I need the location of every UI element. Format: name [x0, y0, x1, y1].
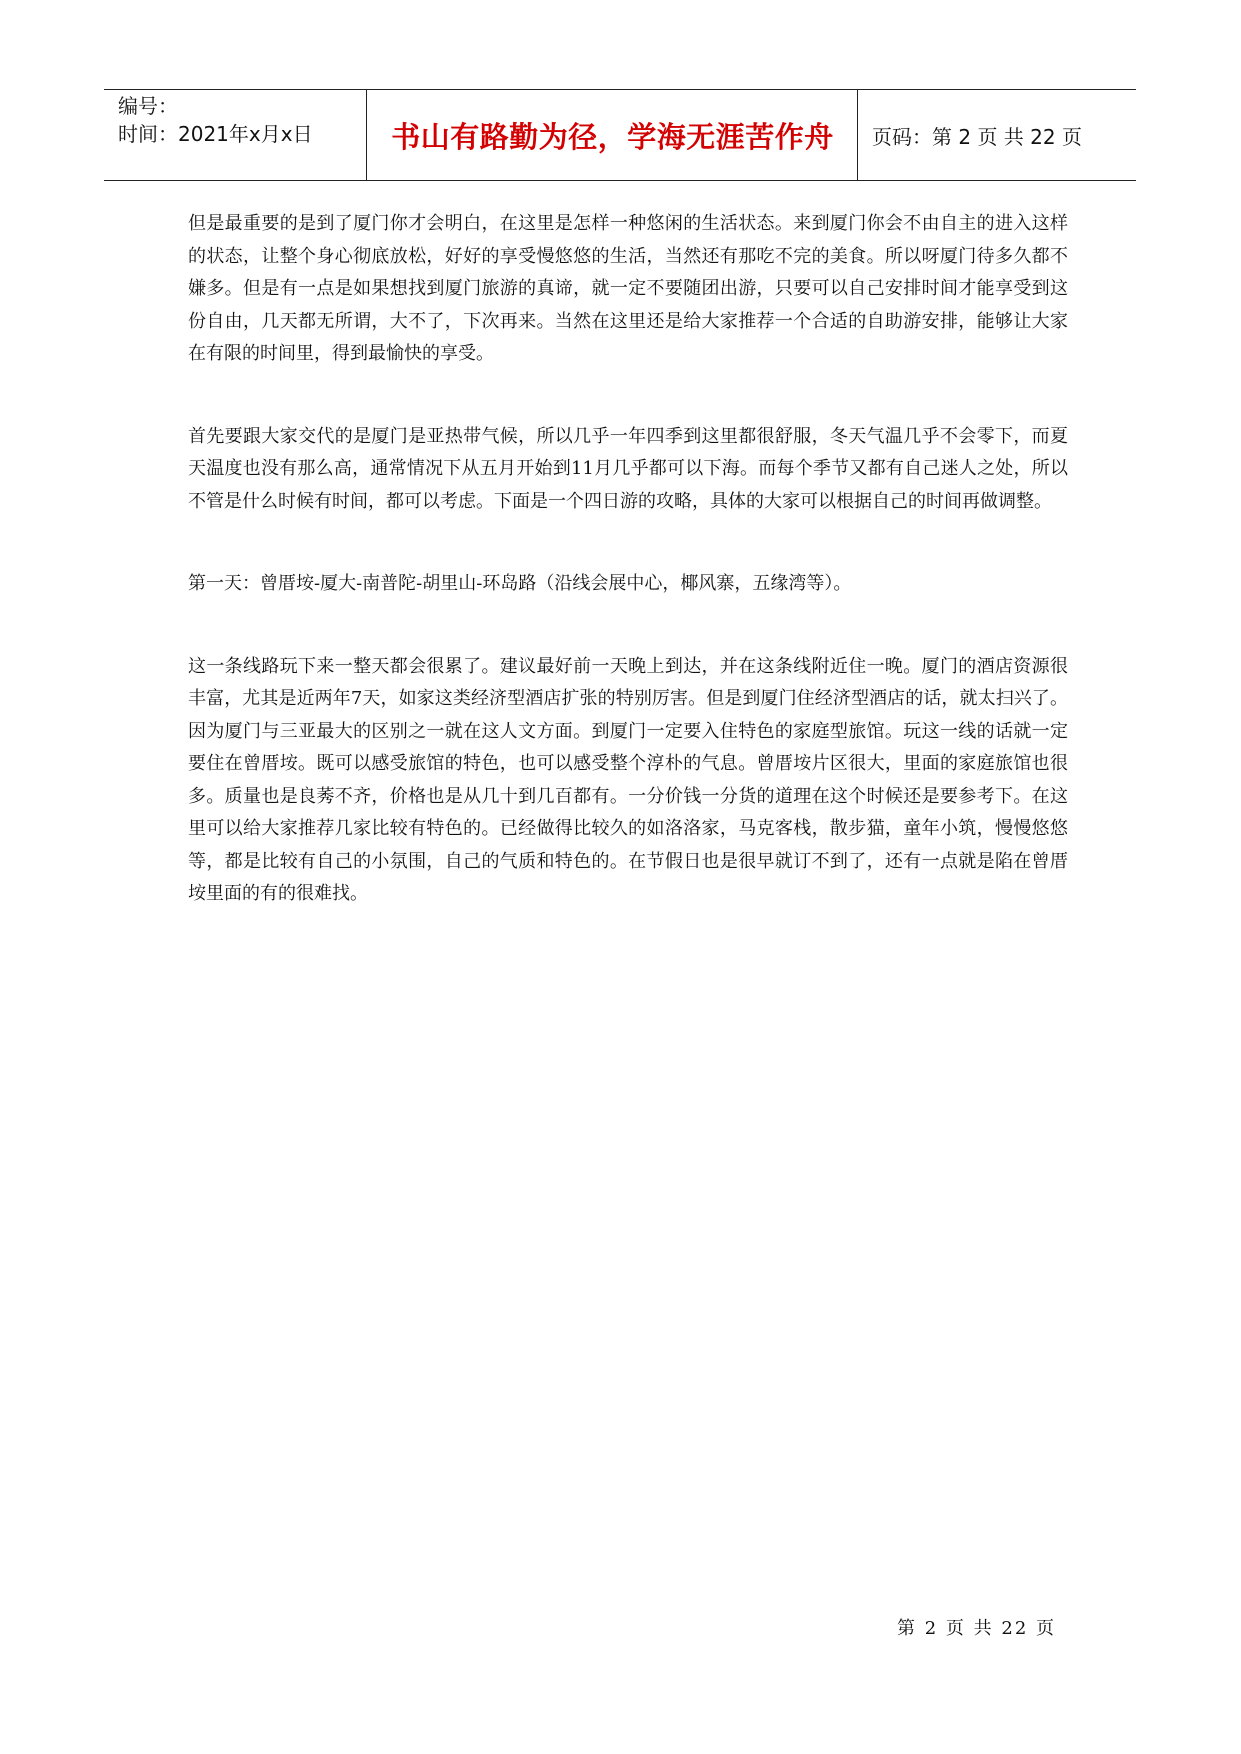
- document-header: [104, 89, 1136, 181]
- header-meta: [118, 92, 368, 148]
- document-body: [188, 208, 1068, 911]
- header-divider: [366, 90, 367, 180]
- paragraph: 这一条线路玩下来一整天都会很累了。建议最好前一天晚上到达，并在这条线附近住一晚。厦门的酒店资源很丰富，尤其是近两年7天，如家这类经济型酒店扩张的特别厉害。但是到厦门住经济型酒店的话，就太扫兴了。因为厦门与三亚最大的区别之一就在这人文方面。到厦门一定要入住特色的家庭型旅馆。玩这一线的话就一定要住在曾厝垵。既可以感受旅馆的特色，也可以感受整个淳朴的气息。曾厝垵片区很大，里面的家庭旅馆也很多。质量也是良莠不齐，价格也是从几十到几百都有。一分价钱一分货的道理在这个时候还是要参考下。在这里可以给大家推荐几家比较有特色的。已经做得比较久的如洛洛家，马克客栈，散步猫，童年小筑，慢慢悠悠等，都是比较有自己的小氛围，自己的气质和特色的。在节假日也是很早就订不到了，还有一点就是陷在曾厝垵里面的有的很难找。: [188, 655, 1068, 904]
- paragraph: 第一天：曾厝垵-厦大-南普陀-胡里山-环岛路（沿线会展中心，椰风寨，五缘湾等）。: [188, 573, 852, 594]
- header-divider: [857, 90, 858, 180]
- header-motto: 书山有路勤为径，学海无涯苦作舟: [391, 119, 834, 154]
- paragraph: 首先要跟大家交代的是厦门是亚热带气候，所以几乎一年四季到这里都很舒服，冬天气温几乎不会零下，而夏天温度也没有那么高，通常情况下从五月开始到11月几乎都可以下海。而每个季节又都有自己迷人之处，所以不管是什么时候有时间，都可以考虑。下面是一个四日游的攻略，具体的大家可以根据自己的时间再做调整。: [188, 425, 1068, 512]
- time-label: 时间：2021年x月x日: [118, 122, 313, 146]
- page-footer: 第 2 页 共 22 页: [897, 1618, 1056, 1639]
- serial-label: 编号：: [118, 94, 178, 118]
- paragraph: 但是最重要的是到了厦门你才会明白，在这里是怎样一种悠闲的生活状态。来到厦门你会不由自主的进入这样的状态，让整个身心彻底放松，好好的享受慢悠悠的生活，当然还有那吃不完的美食。所以呀厦门待多久都不嫌多。但是有一点是如果想找到厦门旅游的真谛，就一定不要随团出游，只要可以自己安排时间才能享受到这份自由，几天都无所谓，大不了，下次再来。当然在这里还是给大家推荐一个合适的自助游安排，能够让大家在有限的时间里，得到最愉快的享受。: [188, 213, 1068, 364]
- header-page-info: 页码：第 2 页 共 22 页: [872, 124, 1082, 149]
